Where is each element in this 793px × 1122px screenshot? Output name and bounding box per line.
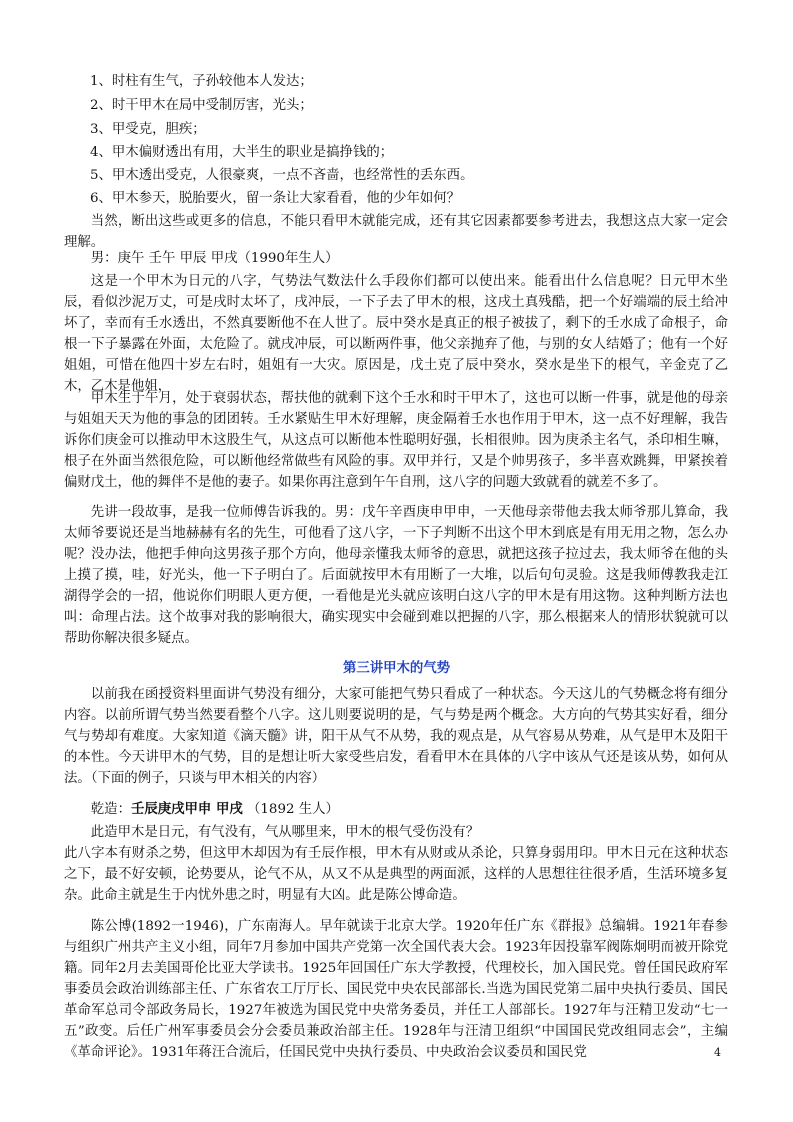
list-item: 2、时干甲木在局中受制厉害，光头； <box>90 98 313 113</box>
list-item: 3、甲受克，胆疾； <box>90 122 206 137</box>
paragraph: 以前我在函授资料里面讲气势没有细分，大家可能把气势只看成了一种状态。今天这儿的气势概念将有细分内容。以前所谓气势当然要看整个八字。这儿则要说明的是，气与势是两个概念。大方向的气势其实好看，细分气与势却有难度。大家知道《滴天髓》讲，阳干从气不从势，我的观点是，从气容易从势难，从气是甲木及阳干的本性。今天讲甲木的气势，目的是想让听大家受些启发，看看甲木在具体的八字中该从气还是该从势，如何从法。（下面的例子，只谈与甲木相关的内容） <box>64 687 728 786</box>
list-item: 5、甲木透出受克，人很豪爽，一点不吝啬，也经常性的丢东西。 <box>90 168 474 183</box>
paragraph: 陈公博(1892一1946)，广东南海人。早年就读于北京大学。1920年任广东《群报》总编辑。1921年春参与组织广州共产主义小组，同年7月参加中国共产党第一次全国代表大会。1923年因投靠军阀陈炯明而被开除党籍。同年2月去美国哥伦比亚大学读书。1925年回国任广东大学教授，代理校长，加入国民党。曾任国民政府军事委员会政治训练部主任、广东省农工厅厅长、国民党中央农民部部长.当选为国民党第二届中央执行委员、国民革命军总司令部政务局长，1927年被选为国民党中央常务委员，并任工人部部长。1927年与汪精卫发动“七一五”政变。后任广州军事委员会分会委员兼政治部主任。1928年与汪清卫组织“中国国民党改组同志会”，主编《革命评论》。1931年蒋汪合流后，任国民党中央执行委员、中央政治会议委员和国民党 <box>64 919 728 1060</box>
bazi-line <box>64 799 728 820</box>
paragraph: 此造甲木是日元，有气没有，气从哪里来，甲木的根气受伤没有？ <box>90 825 480 840</box>
paragraph: 先讲一段故事，是我一位师傅告诉我的。男：戊午辛酉庚申甲申，一天他母亲带他去我太师爷那儿算命，我太师爷要说还是当地赫赫有名的先生，可他看了这八字，一下子判断不出这个甲木到底是有用无用之物，怎么办呢？没办法，他把手伸向这男孩子那个方向，他母亲懂我太师爷的意思，就把这孩子拉过去，我太师爷在他的头上摸了摸，哇，好光头，他一下子明白了。后面就按甲木有用断了一大堆，以后句句灵验。这是我师傅教我走江湖得学会的一招，他说你们明眼人更方便，一看他是光头就应该明白这八字的甲木是有用这物。这种判断方法也叫：命理占法。这个故事对我的影响很大，确实现实中会碰到难以把握的八字，那么根据来人的情形状貌就可以帮助你解决很多疑点。 <box>64 505 728 646</box>
bazi-prefix: 乾造： <box>90 802 131 817</box>
paragraph: 甲木生于午月，处于衰弱状态，帮扶他的就剩下这个壬水和时干甲木了，这也可以断一件事，就是他的母亲与姐姐天天为他的事急的团团转。壬水紧贴生甲木好理解，庚金隔着壬水也作用于甲木，这一点不好理解，我告诉你们庚金可以推动甲木这股生气，从这点可以断他本性聪明好强，长相很帅。因为庚杀主名气，杀印相生嘛，根子在外面当然很危险，可以断他经常做些有风险的事。双甲并行，又是个帅男孩子，多半喜欢跳舞，甲紧挨着偏财戊土，他的舞伴不是他的妻子。如果你再注意到午午自刑，这八字的问题大致就看的就差不多了。 <box>64 391 728 490</box>
paragraph: 这是一个甲木为日元的八字，气势法气数法什么手段你们都可以使出来。能看出什么信息呢？日元甲木坐辰，看似沙泥万丈，可是戌时太坏了，戌冲辰，一下子去了甲木的根，这戌土真残酷，把一个好端端的辰土给冲坏了，幸而有壬水透出，不然真要断他不在人世了。辰中癸水是真正的根子被拔了，剩下的壬水成了命根子，命根一下子暴露在外面，太危险了。就戌冲辰，可以断两件事，他父亲抛弃了他，与别的女人结婚了；他有一个好姐姐，可惜在他四十岁左右时，姐姐有一大灾。原因是，戊土克了辰中癸水，癸水是坐下的根气，辛金克了乙木，乙木是他姐， <box>64 274 728 394</box>
section-heading: 第三讲甲木的气势 <box>342 661 451 676</box>
list-item: 1、时柱有生气，子孙较他本人发达； <box>90 74 313 89</box>
paragraph: 男：庚午 壬午 甲辰 甲戌（1990年生人） <box>90 251 339 266</box>
list-item: 6、甲木参天，脱胎要火，留一条让大家看看，他的少年如何？ <box>90 191 461 206</box>
paragraph: 当然，断出这些或更多的信息，不能只看甲木就能完成，还有其它因素都要参考进去，我想这点大家一定会理解。 <box>64 214 728 250</box>
bazi-year: （1892 生人） <box>242 802 339 817</box>
page-number: 4 <box>714 1046 721 1059</box>
list-item: 4、甲木偏财透出有用，大半生的职业是搞挣钱的； <box>90 145 394 160</box>
bazi-pillars: 壬辰庚戌甲申 甲戌 <box>130 802 243 817</box>
paragraph: 此八字本有财杀之势，但这甲木却因为有壬辰作根，甲木有从财或从杀论，只算身弱用印。甲木日元在这种状态之下，最不好安顿，论势要从，论气不从，从又不从是典型的两面派，这样的人思想往往很矛盾，生活环境多复杂。此命主就是生于内忧外患之时，明显有大凶。此是陈公博命造。 <box>64 846 728 903</box>
